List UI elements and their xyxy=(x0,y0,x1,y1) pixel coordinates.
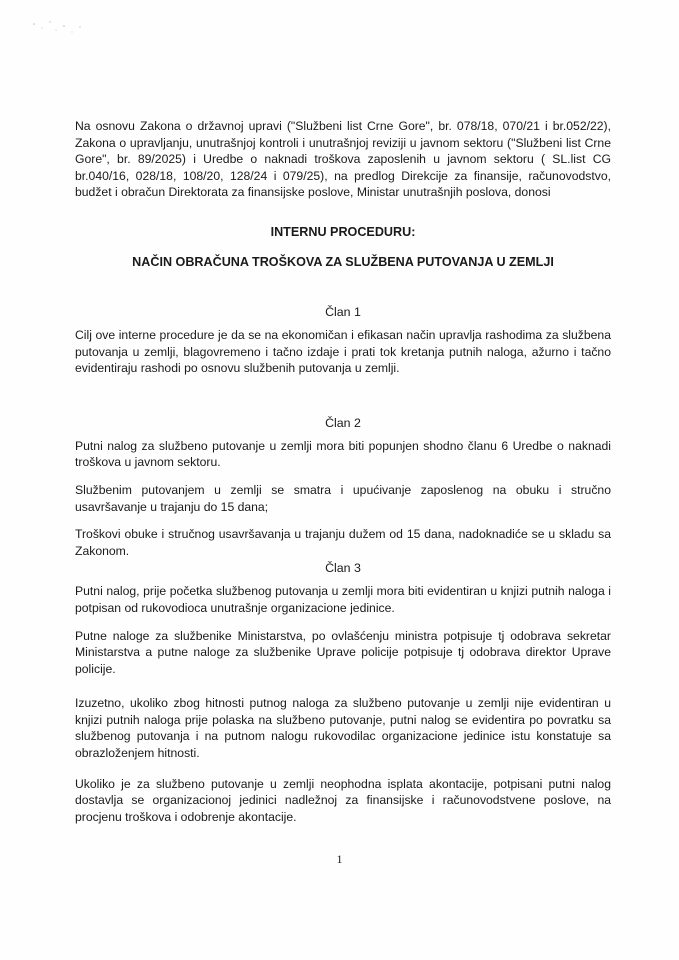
article-2-paragraph-3: Troškovi obuke i stručnog usavršavanja u trajanju dužem od 15 dana, nadoknadiće se u skladu sa Zakonom. xyxy=(75,527,611,558)
article-2-paragraph-1: Putni nalog za službeno putovanje u zemlji mora biti popunjen shodno članu 6 Uredbe o naknadi troškova u javnom sektoru. xyxy=(75,438,611,470)
scan-noise-marks xyxy=(30,18,90,42)
article-2-heading: Član 2 xyxy=(325,415,361,430)
article-3-paragraph-1: Putni nalog, prije početka službenog putovanja u zemlji mora biti evidentiran u knjizi putnih naloga i potpisan od rukovodioca unutrašnje organizacione jedinice. xyxy=(75,584,611,615)
document-subtitle: NAČIN OBRAČUNA TROŠKOVA ZA SLUŽBENA PUTOVANJA U ZEMLJI xyxy=(132,254,554,269)
article-3-paragraph-4: Ukoliko je za službeno putovanje u zemlji neophodna isplata akontacije, potpisani putni nalog dostavlja se organizacionoj jedinici nadležnoj za finansijske i računovodstvene poslove, na procjenu troškova i odobrenje akontacije. xyxy=(75,776,611,824)
article-3-paragraph-2: Putne naloge za službenike Ministarstva, po ovlašćenju ministra potpisuje tj odobrava sekretar Ministarstva a putne naloge za službenike Uprave policije potpisuje tj odobrava direktor Uprave policije. xyxy=(75,628,611,676)
article-1-heading: Član 1 xyxy=(325,304,361,319)
article-3-paragraph-3: Izuzetno, ukoliko zbog hitnosti putnog naloga za službeno putovanje u zemlji nije evidentiran u knjizi putnih naloga prije polaska na službeno putovanje, putni nalog se evidentira po povratku sa službenog putovanja i na putnom nalogu rukovodilac organizacione jedinice istu konstatuje sa obrazloženjem hitnosti. xyxy=(75,696,611,761)
page-number: 1 xyxy=(336,852,343,866)
article-1-paragraph-1: Cilj ove interne procedure je da se na ekonomičan i efikasan način upravlja rashodima za službena putovanja u zemlji, blagovremeno i tačno izdaje i prati tok kretanja putnih naloga, ažurno i tačno evidentiraju rashodi po osnovu službenih putovanja u zemlji. xyxy=(75,327,611,376)
preamble-paragraph: Na osnovu Zakona o državnoj upravi ("Službeni list Crne Gore", br. 078/18, 070/21 i br.052/22), Zakona o upravljanju, unutrašnjoj kontroli i unutrašnjoj reviziji u javnom sektoru ("Službeni list Crne Gore", br. 89/2025) i Uredbe o naknadi troškova zaposlenih u javnom sektoru ( SL.list CG br.040/16, 028/18, 108/20, 128/24 i 079/25), na predlog Direkcije za finansije, računovodstvo, budžet i obračun Direktorata za finansijske poslove, Ministar unutrašnjih poslova, donosi xyxy=(75,119,611,200)
document-body xyxy=(75,118,611,825)
document-title: INTERNU PROCEDURU: xyxy=(270,224,416,239)
article-2-paragraph-2: Službenim putovanjem u zemlji se smatra i upućivanje zaposlenog na obuku i stručno usavršavanje u trajanju do 15 dana; xyxy=(75,482,611,514)
article-3-heading: Član 3 xyxy=(325,561,361,576)
